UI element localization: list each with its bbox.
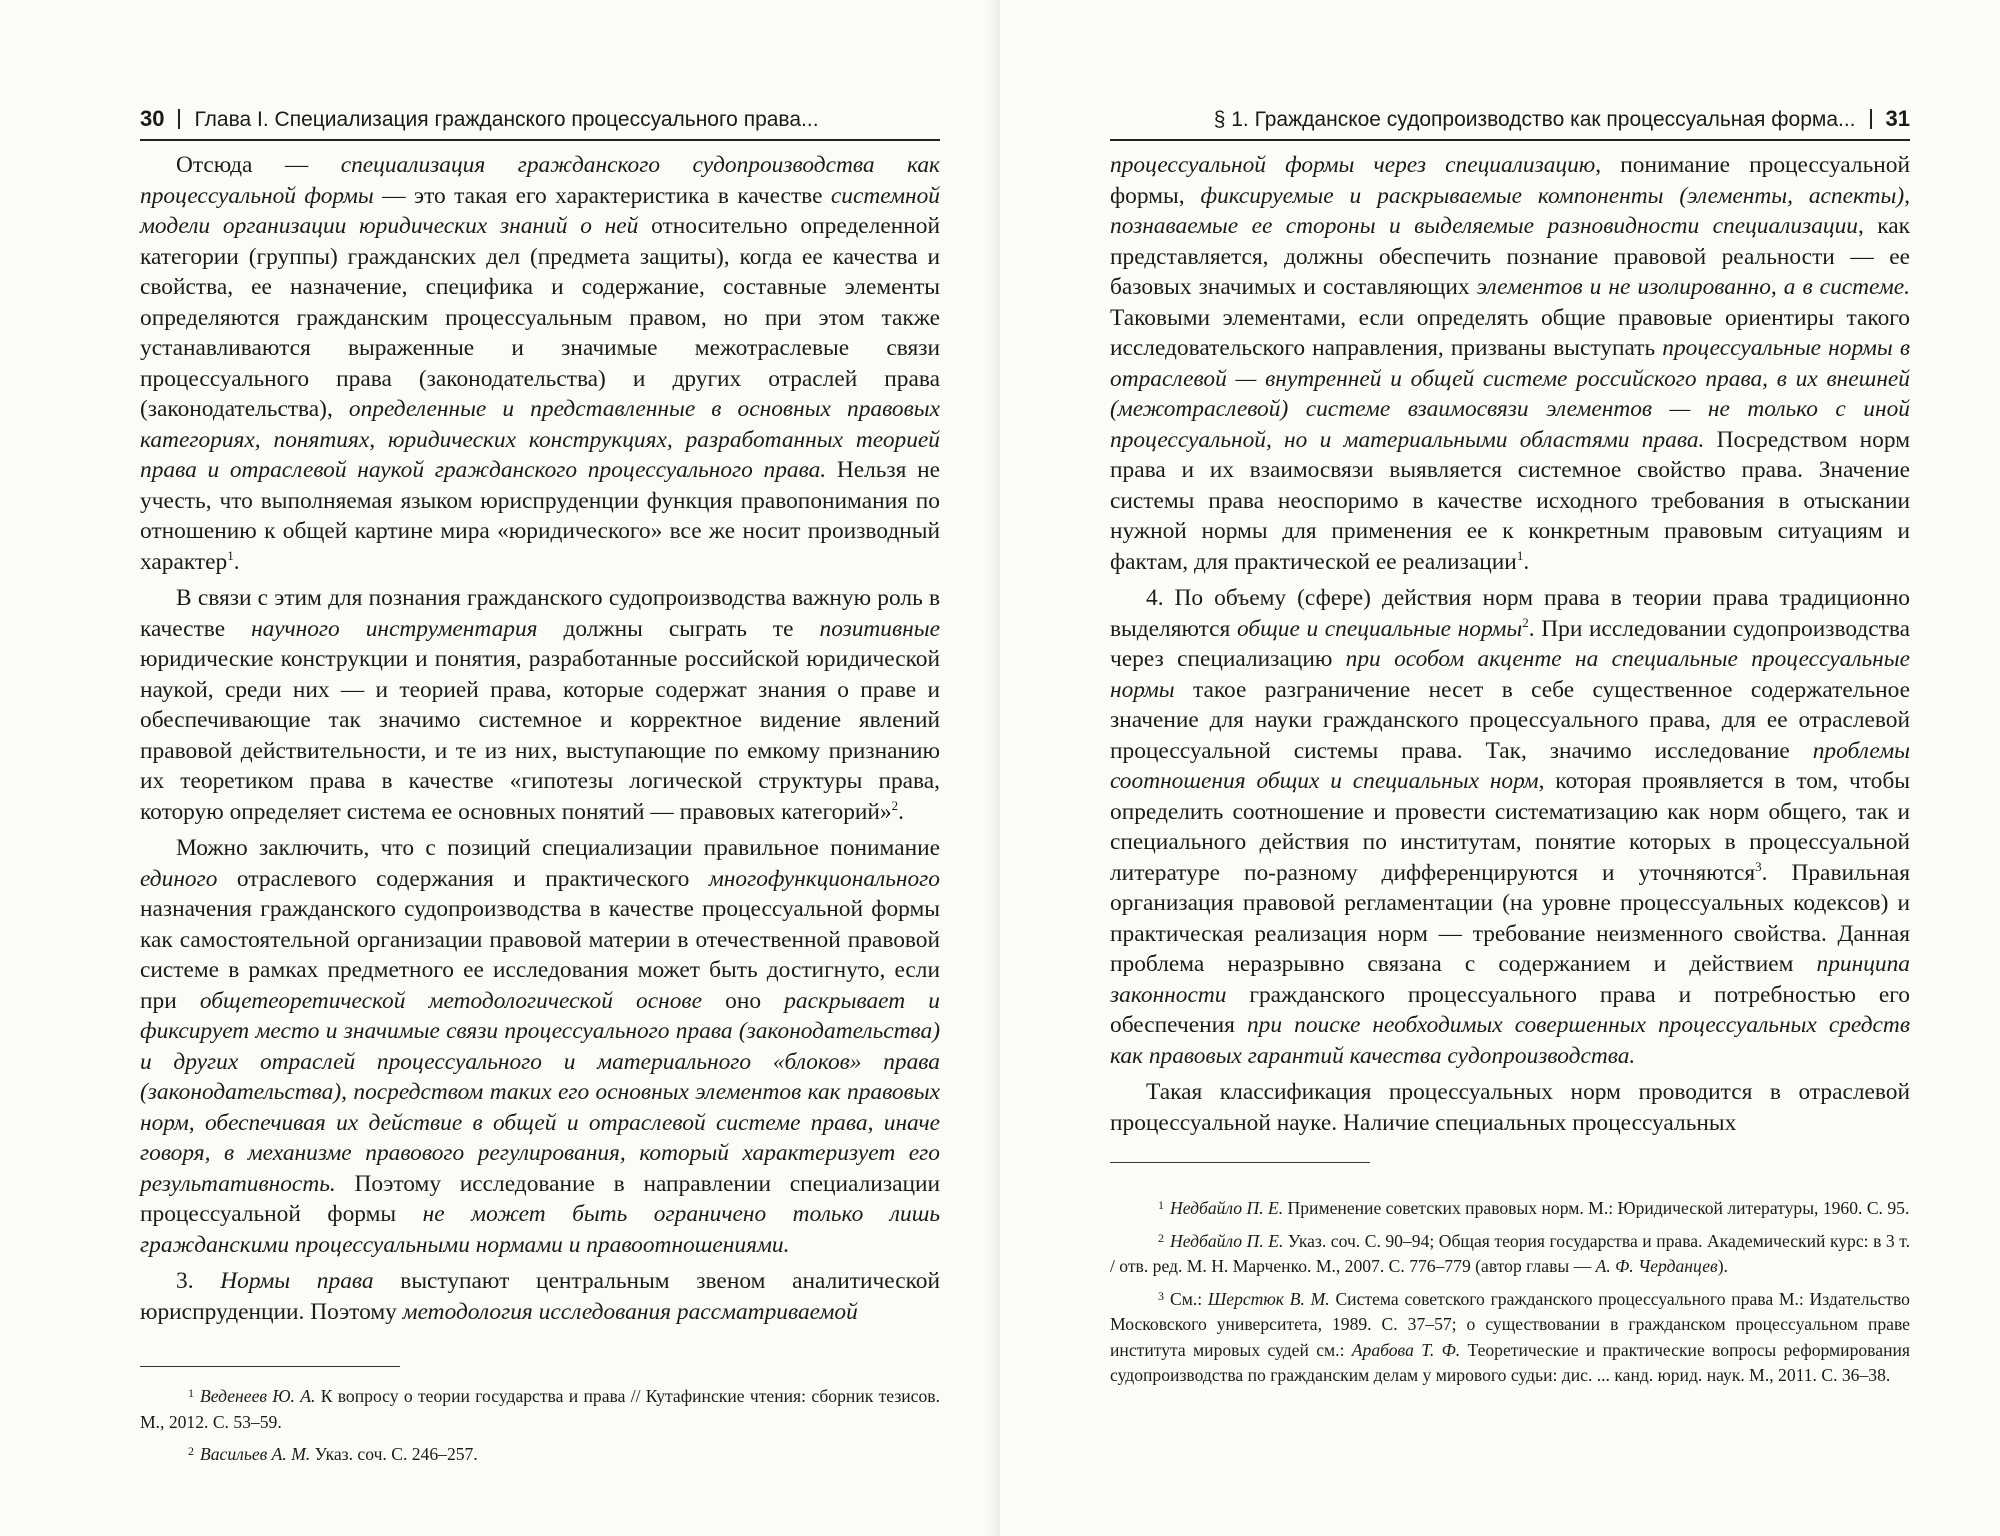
footnote-mark: 1 (188, 1386, 194, 1400)
text-run: 4. По объему (сфере) действия норм права в теории права традиционно выделяются (1110, 585, 1910, 642)
footnote-mark: 3 (1158, 1288, 1164, 1303)
left-body-text (140, 150, 940, 1327)
footnote-reference: 2 (891, 797, 899, 813)
running-title: Глава I. Специализация гражданского процессуального права... (194, 108, 819, 131)
italic-text-run: раскрывает и фиксирует место и значимые связи процессуального права (законодательства) и других отраслей процессуального и материального «блоков» права (законодательства), посредством таких его основных элементов как правовых норм, обеспечивая их действие в общей и отраслевой системе права, иначе говоря, в механизме правового регулирования, который характеризует его результативность. (140, 987, 940, 1197)
text-run: Можно заключить, что с позиций специализации правильное понимание (176, 835, 940, 861)
page-number: 30 (140, 106, 165, 131)
text-run: Теоретические и практические вопросы реформирования судопроизводства по гражданским делам у мирового судьи: дис. ... канд. юрид. наук. М., 2011. С. 36–38. (1110, 1339, 1910, 1385)
italic-text-run: проблемы соотношения общих и специальных норм (1110, 737, 1910, 794)
text-run: Применение советских правовых норм. М.: Юридической литературы, 1960. С. 95. (1283, 1198, 1910, 1218)
italic-text-run: определенные и представленные в основных правовых категориях, понятиях, юридических конструкциях, разработанных теорией права и отраслевой наукой гражданского процессуального права. (140, 396, 940, 483)
text-run: Нельзя не учесть, что выполняемая языком юриспруденции функция правопонимания по отношению к общей картине мира «юридического» все же носит производный характер (140, 457, 940, 575)
footnote-reference: 1 (1516, 547, 1524, 563)
text-run: относительно определенной категории (группы) гражданских дел (предмета защиты), когда ее качества и свойства, ее назначение, специфика и содержание, составные элементы определяются гражданским процессуальным правом, но при этом также устанавливаются выраженные и значимые межотраслевые связи процессуального права (законодательства) и других отраслей права (законодательства), (140, 213, 940, 422)
text-run: Поэтому исследование в направлении специализации процессуальной формы (140, 1170, 940, 1227)
italic-text-run: научного инструментария (251, 615, 538, 642)
italic-text-run: процессуальные нормы в отраслевой — внутренней и общей системе российского права, в их внешней (межотраслевой) системе взаимосвязи элементов — не только с иной процессуальной, но и материальными областями права. (1110, 335, 1910, 453)
paragraph (140, 150, 940, 577)
header-separator (1870, 109, 1872, 129)
italic-text-run: единого (140, 865, 218, 892)
text-run: , понимание процессуальной формы, (1110, 152, 1911, 209)
footnote-reference: 3 (1755, 858, 1762, 874)
right-body-text (1110, 150, 1910, 1138)
footnote-rule (140, 1366, 400, 1367)
text-run: . (898, 798, 904, 825)
text-run: , которая проявляется в том, чтобы определить соотношение и провести систематизацию как норм общего, так и специального действия по институтам, понятие которых в процессуальной литературе по-разному дифференцируются и уточняются (1110, 768, 1910, 886)
italic-text-run: Недбайло П. Е. (1170, 1198, 1284, 1218)
italic-text-run: фиксируемые и раскрываемые компоненты (элементы, аспекты), познаваемые ее стороны и выделяемые разновидности специализации (1110, 182, 1910, 239)
text-run: должны сыграть те (537, 615, 820, 642)
text-run: отраслевого содержания и практического (217, 865, 709, 892)
text-run: Посредством норм права и их взаимосвязи выявляется системное свойство права. Значение системы права неоспоримо в качестве исходного требования в отыскании нужной нормы для применения ее к конкретным правовым ситуациям и фактам, для практической ее реализации (1110, 426, 1910, 575)
paragraph (140, 583, 940, 827)
text-run: Система советского гражданского процессуального права М.: Издательство Московского университета, 1989. С. 37–57; о существовании в гражданском процессуальном праве института мировых судей см.: (1110, 1288, 1910, 1360)
text-run: Отсюда — (176, 152, 341, 178)
right-footnotes (1110, 1193, 1910, 1393)
footnote (140, 1381, 940, 1435)
text-run: . (1523, 548, 1530, 575)
text-run: Указ. соч. С. 246–257. (310, 1444, 478, 1464)
header-separator (178, 109, 180, 129)
left-footnotes (140, 1381, 940, 1472)
footnote (140, 1439, 940, 1468)
italic-text-run: Шерстюк В. М. (1207, 1288, 1330, 1309)
italic-text-run: Арабова Т. Ф. (1351, 1339, 1461, 1360)
italic-text-run: принципа законности (1110, 951, 1910, 1008)
text-run: См.: (1170, 1288, 1208, 1309)
text-run: юридические конструкции и понятия, разработанные российской юридической наукой, среди них — и теорией права, которые содержат знания о праве и обеспечивающие так значимо системное и корректное видение явлений правовой действительности, и те из них, выступающие по емкому признанию их теоретиком права в качестве «гипотезы логической структуры права, которую определяет система ее основных понятий — правовых категорий» (140, 646, 940, 825)
text-run: оно (701, 987, 785, 1014)
text-run: Таковыми элементами, если определять общие правовые ориентиры такого исследовательского направления, призваны выступать (1110, 304, 1910, 361)
italic-text-run: многофункционального (708, 865, 940, 892)
footnote-reference: 2 (1522, 614, 1529, 630)
footnote-mark: 2 (188, 1444, 194, 1458)
footnote-reference: 1 (227, 547, 234, 563)
paragraph (140, 1266, 940, 1327)
text-run: 3. (176, 1268, 221, 1294)
text-run: — это такая его характеристика в качестве (373, 182, 831, 209)
italic-text-run: методология исследования рассматриваемой (402, 1298, 858, 1325)
text-run: . (233, 548, 240, 575)
italic-text-run: А. Ф. Черданцев (1595, 1256, 1718, 1276)
text-run: выступают центральным звеном аналитической юриспруденции. Поэтому (140, 1268, 940, 1325)
running-title: § 1. Гражданское судопроизводство как процессуальная форма... (1213, 108, 1856, 131)
italic-text-run: общие и специальные нормы (1236, 615, 1523, 642)
page-number: 31 (1885, 106, 1910, 131)
paragraph (1110, 1077, 1910, 1138)
italic-text-run: элементов и не изолированно, а в системе. (1476, 274, 1910, 300)
header-rule (1110, 139, 1910, 141)
text-run: ). (1717, 1256, 1728, 1276)
italic-text-run: Недбайло П. Е. (1170, 1230, 1284, 1251)
text-run: В связи с этим для познания гражданского судопроизводства важную роль в качестве (140, 585, 940, 642)
text-run: Такая классификация процессуальных норм проводится в отраслевой процессуальной науке. Наличие специальных процессуальных (1110, 1079, 1910, 1136)
left-page-header (140, 102, 940, 136)
footnote (1110, 1284, 1910, 1389)
text-run: . Правильная организация правовой регламентации (на уровне процессуальных кодексов) и практическая реализация норм — требование неизменного свойства. Данная проблема неразрывно связана с содержанием и действием (1110, 859, 1911, 977)
text-run: . При исследовании судопроизводства через специализацию (1110, 615, 1911, 672)
italic-text-run: процессуальной формы через специализацию (1110, 152, 1596, 178)
text-run: такое разграничение несет в себе существенное содержательное значение для науки гражданского процессуального права, для ее отраслевой процессуальной системы права. Так, значимо исследование (1110, 676, 1910, 764)
italic-text-run: Нормы права (220, 1268, 374, 1294)
paragraph (1110, 583, 1910, 1071)
italic-text-run: системной модели организации юридических знаний о ней (140, 182, 940, 239)
right-page-header (1110, 102, 1910, 136)
italic-text-run: специализация гражданского судопроизводства как процессуальной формы (140, 152, 941, 209)
paragraph (140, 833, 940, 1260)
text-run: К вопросу о теории государства и права // Кутафинские чтения: сборник тезисов. М., 2012. С. 53–59. (140, 1386, 940, 1432)
text-run: назначения гражданского судопроизводства в качестве процессуальной формы как самостоятельной организации правовой материи в отечественной правовой системе в рамках предметного ее исследования может быть достигнуто, если при (140, 896, 940, 1014)
italic-text-run: Васильев А. М. (200, 1444, 311, 1464)
footnote-mark: 1 (1158, 1198, 1164, 1212)
italic-text-run: Веденеев Ю. А. (200, 1386, 316, 1406)
text-run: , как представляется, должны обеспечить познание правовой реальности — ее базовых значимых и составляющих (1110, 213, 1911, 300)
right-page (1000, 0, 2000, 1536)
paragraph (1110, 150, 1910, 577)
footnote-rule (1110, 1162, 1370, 1163)
footnote-mark: 2 (1158, 1230, 1164, 1245)
italic-text-run: общетеоретической методологической основе (199, 987, 702, 1014)
italic-text-run: позитивные (819, 615, 940, 642)
header-rule (140, 139, 940, 141)
text-run: Указ. соч. С. 90–94; Общая теория государства и права. Академический курс: в 3 т. / отв. ред. М. Н. Марченко. М., 2007. С. 776–779 (автор главы — (1110, 1230, 1910, 1276)
footnote (1110, 1226, 1910, 1280)
text-run: гражданского процессуального права и потребностью его обеспечения (1110, 981, 1910, 1038)
footnote (1110, 1193, 1910, 1222)
italic-text-run: при поиске необходимых совершенных процессуальных средств как правовых гарантий качества судопроизводства. (1110, 1012, 1910, 1069)
italic-text-run: не может быть ограничено только лишь гражданскими процессуальными нормами и правоотношениями. (140, 1201, 940, 1258)
italic-text-run: при особом акценте на специальные процессуальные нормы (1110, 646, 1910, 703)
